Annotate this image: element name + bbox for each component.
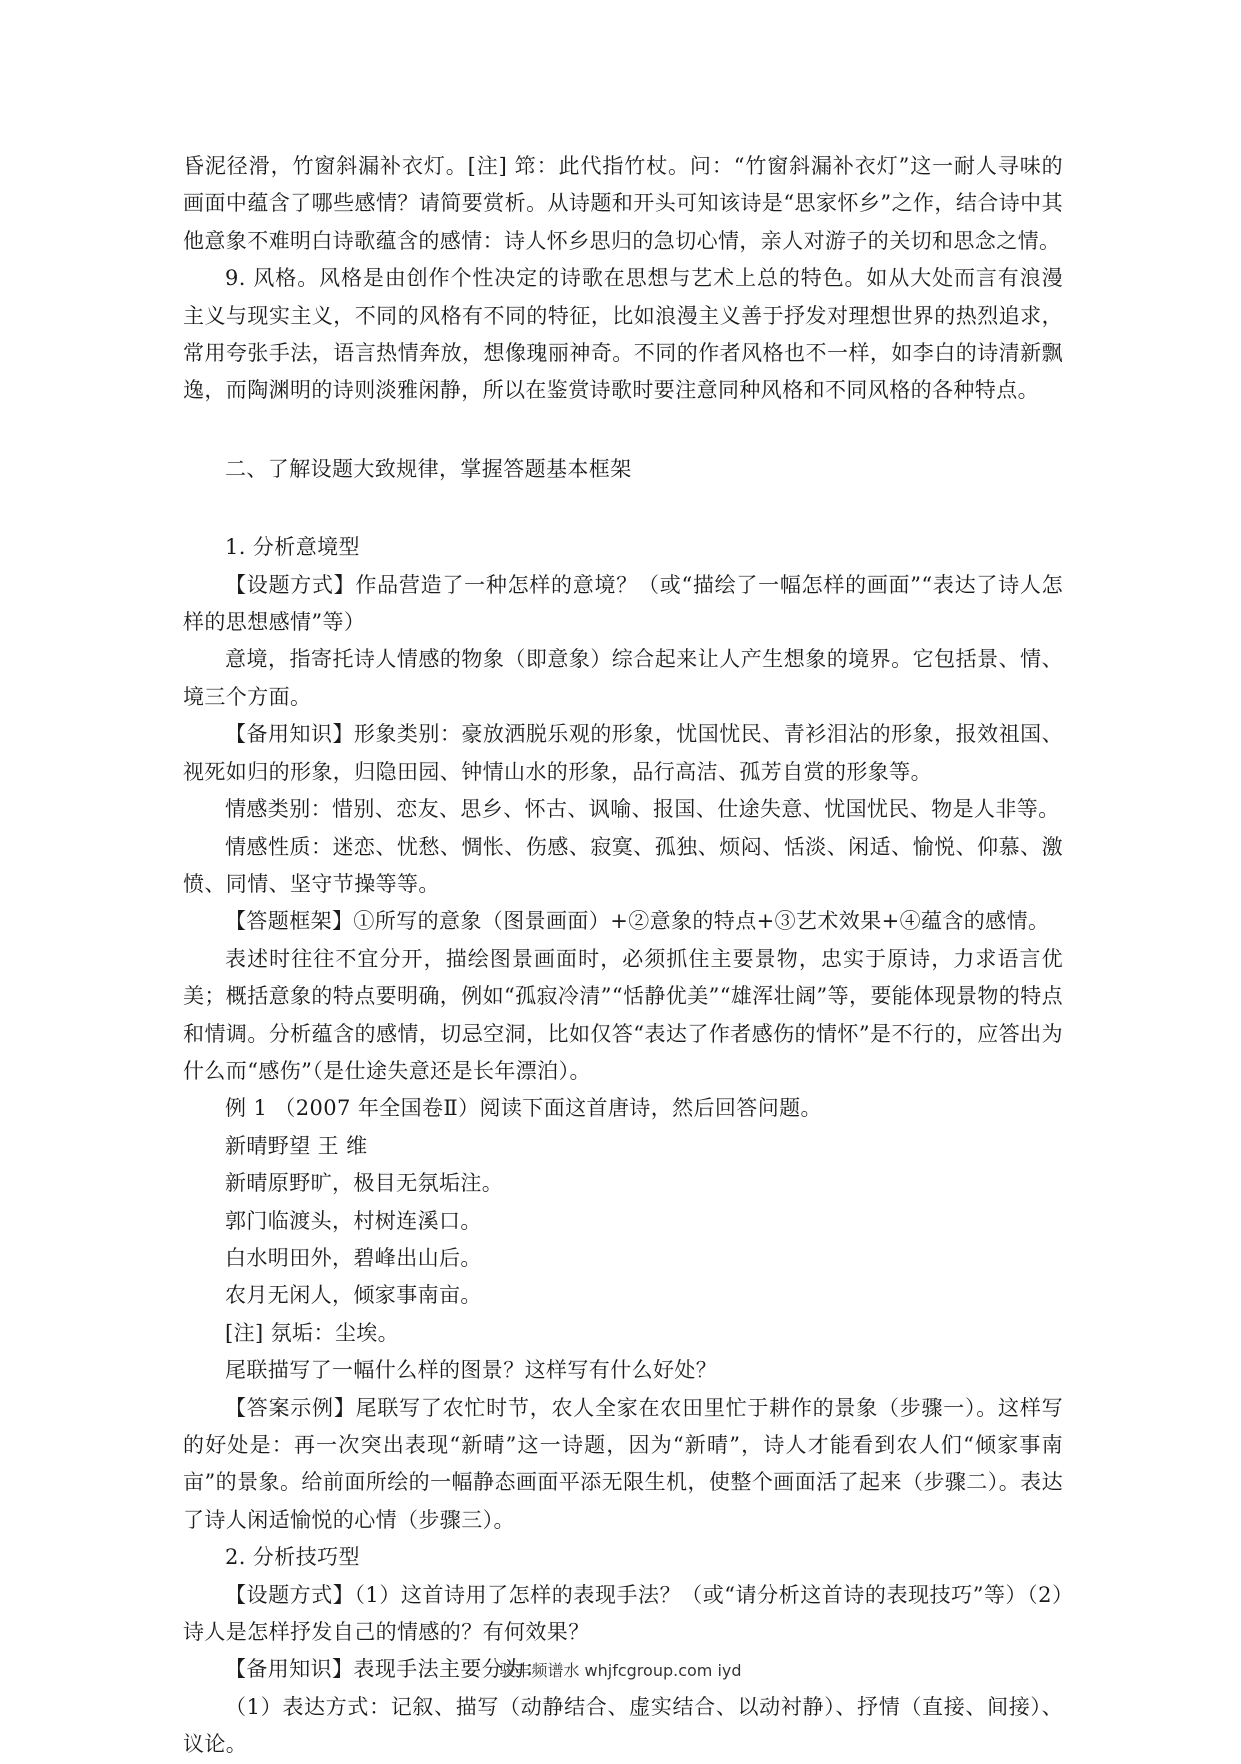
paragraph-definition: 意境，指寄托诗人情感的物象（即意象）综合起来让人产生想象的境界。它包括景、情、境三个方面。 [183,647,1063,709]
paragraph-guidance: 表述时往往不宜分开，描绘图景画面时，必须抓住主要景物，忠实于原诗，力求语言优美；概括意象的特点要明确，例如“孤寂冷清”“恬静优美”“雄浑壮阔”等，要能体现景物的特点和情调。分析蕴含的感情，切忌空洞，比如仅答“表达了作者感伤的情怀”是不行的，应答出为什么而“感伤”（是仕途失意还是长年漂泊）。 [183,946,1064,1083]
example-heading: 例 1 （2007 年全国卷Ⅱ）阅读下面这首唐诗，然后回答问题。 [225,1096,822,1121]
question-format: 【设题方式】作品营造了一种怎样的意境？（或“描绘了一幅怎样的画面”“表达了诗人怎样的思想感情”等） [183,572,1063,635]
example-question: 尾联描写了一幅什么样的图景？这样写有什么好处？ [225,1358,718,1383]
reference-knowledge: 【备用知识】表现手法主要分为： [225,1657,546,1682]
expression-methods: （1）表达方式：记叙、描写（动静结合、虚实结合、以动衬静）、抒情（直接、间接）、议论。 [183,1694,1063,1757]
subsection-heading: 2. 分析技巧型 [225,1545,360,1570]
section-heading: 二、了解设题大致规律，掌握答题基本框架 [225,456,632,481]
answer-framework: 【答题框架】①所写的意象（图景画面）+②意象的特点+③艺术效果+④蕴含的感情。 [225,909,1050,934]
document-body [183,148,1063,1764]
paragraph-note-continuation: 昏泥径滑，竹窗斜漏补衣灯。[注] 筇：此代指竹杖。问：“竹窗斜漏补衣灯”这一耐人寻味的画面中蕴含了哪些感情？请简要赏析。从诗题和开头可知该诗是“思家怀乡”之作，结合诗中其他意象不难明白诗歌蕴含的感情：诗人怀乡思归的急切心情，亲人对游子的关切和思念之情。 [183,154,1063,253]
emotion-nature: 情感性质：迷恋、忧愁、惆怅、伤感、寂寞、孤独、烦闷、恬淡、闲适、愉悦、仰慕、激愤、同情、坚守节操等等。 [183,834,1063,896]
paragraph-style-section: 9. 风格。风格是由创作个性决定的诗歌在思想与艺术上总的特色。如从大处而言有浪漫主义与现实主义，不同的风格有不同的特征，比如浪漫主义善于抒发对理想世界的热烈追求，常用夸张手法，语言热情奔放，想像瑰丽神奇。不同的作者风格也不一样，如李白的诗清新飘逸，而陶渊明的诗则淡雅闲静，所以在鉴赏诗歌时要注意同种风格和不同风格的各种特点。 [183,266,1063,403]
answer-example: 【答案示例】尾联写了农忙时节，农人全家在农田里忙于耕作的景象（步骤一）。这样写的好处是：再一次突出表现“新晴”这一诗题，因为“新晴”，诗人才能看到农人们“倾家事南亩”的景象。给前面所绘的一幅静态画面平添无限生机，使整个画面活了起来（步骤二）。表达了诗人闲适愉悦的心情（步骤三）。 [183,1395,1063,1532]
poem-line: 白水明田外，碧峰出山后。 [225,1245,482,1270]
emotion-categories: 情感类别：惜别、恋友、思乡、怀古、讽喻、报国、仕途失意、忧国忧民、物是人非等。 [225,797,1060,822]
poem-line: 新晴原野旷，极目无氛垢注。 [225,1171,504,1196]
subsection-heading: 1. 分析意境型 [225,535,360,560]
page-footer: 骏丰频谱水 whjfcgroup.com iyd [499,1661,742,1680]
spacer [183,488,1063,529]
poem-note: [注] 氛垢：尘埃。 [225,1320,400,1345]
poem-title: 新晴野望 王 维 [225,1133,368,1158]
reference-knowledge: 【备用知识】形象类别：豪放洒脱乐观的形象，忧国忧民、青衫泪沾的形象，报效祖国、视死如归的形象，归隐田园、钟情山水的形象，品行高洁、孤芳自赏的形象等。 [183,722,1063,784]
poem-line: 郭门临渡头，村树连溪口。 [225,1208,482,1233]
question-format: 【设题方式】（1）这首诗用了怎样的表现手法？（或“请分析这首诗的表现技巧”等）（2）诗人是怎样抒发自己的情感的？有何效果？ [183,1582,1063,1645]
spacer [183,410,1063,451]
poem-line: 农月无闲人，倾家事南亩。 [225,1283,482,1308]
